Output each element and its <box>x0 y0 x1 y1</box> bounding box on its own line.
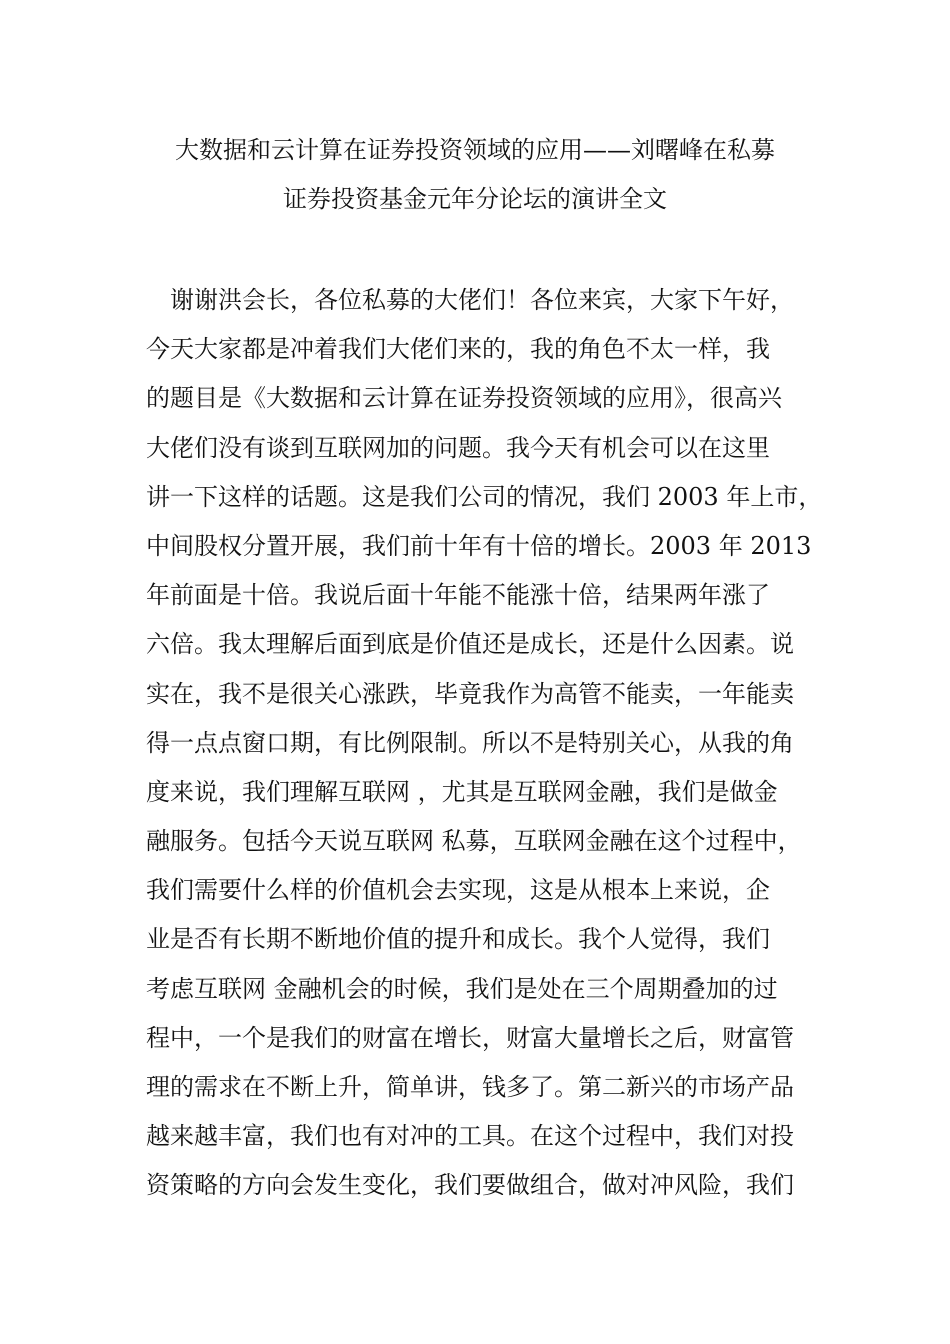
body-line: 中间股权分置开展，我们前十年有十倍的增长。2003 年 2013 <box>146 531 812 560</box>
body-line: 理的需求在不断上升，简单讲，钱多了。第二新兴的市场产品 <box>146 1073 794 1101</box>
body-line: 今天大家都是冲着我们大佬们来的，我的角色不太一样，我 <box>146 335 770 364</box>
document-title-line-2: 证券投资基金元年分论坛的演讲全文 <box>283 185 667 213</box>
body-line: 资策略的方向会发生变化，我们要做组合，做对冲风险，我们 <box>146 1171 794 1200</box>
body-line: 讲一下这样的话题。这是我们公司的情况，我们 2003 年上市， <box>146 482 823 511</box>
document-body <box>146 280 826 1215</box>
body-line: 度来说，我们理解互联网 ，尤其是互联网金融，我们是做金 <box>146 777 778 806</box>
body-line: 大佬们没有谈到互联网加的问题。我今天有机会可以在这里 <box>146 433 770 462</box>
body-line: 年前面是十倍。我说后面十年能不能涨十倍，结果两年涨了 <box>146 581 770 610</box>
body-line: 谢谢洪会长，各位私募的大佬们！各位来宾，大家下午好， <box>146 286 794 314</box>
body-line: 我们需要什么样的价值机会去实现，这是从根本上来说，企 <box>146 876 770 905</box>
body-line: 融服务。包括今天说互联网 私募，互联网金融在这个过程中， <box>146 827 802 856</box>
body-line: 考虑互联网 金融机会的时候，我们是处在三个周期叠加的过 <box>146 974 778 1003</box>
body-line: 的题目是《大数据和云计算在证券投资领域的应用》，很高兴 <box>146 384 782 413</box>
body-line: 越来越丰富，我们也有对冲的工具。在这个过程中，我们对投 <box>146 1122 794 1151</box>
body-line: 业是否有长期不断地价值的提升和成长。我个人觉得，我们 <box>146 925 770 954</box>
body-line: 实在，我不是很关心涨跌，毕竟我作为高管不能卖，一年能卖 <box>146 679 794 708</box>
body-line: 程中，一个是我们的财富在增长，财富大量增长之后，财富管 <box>146 1023 794 1052</box>
document-title-line-1: 大数据和云计算在证券投资领域的应用——刘曙峰在私募 <box>175 136 775 164</box>
body-line: 六倍。我太理解后面到底是价值还是成长，还是什么因素。说 <box>146 630 794 659</box>
body-line: 得一点点窗口期，有比例限制。所以不是特别关心，从我的角 <box>146 728 794 757</box>
